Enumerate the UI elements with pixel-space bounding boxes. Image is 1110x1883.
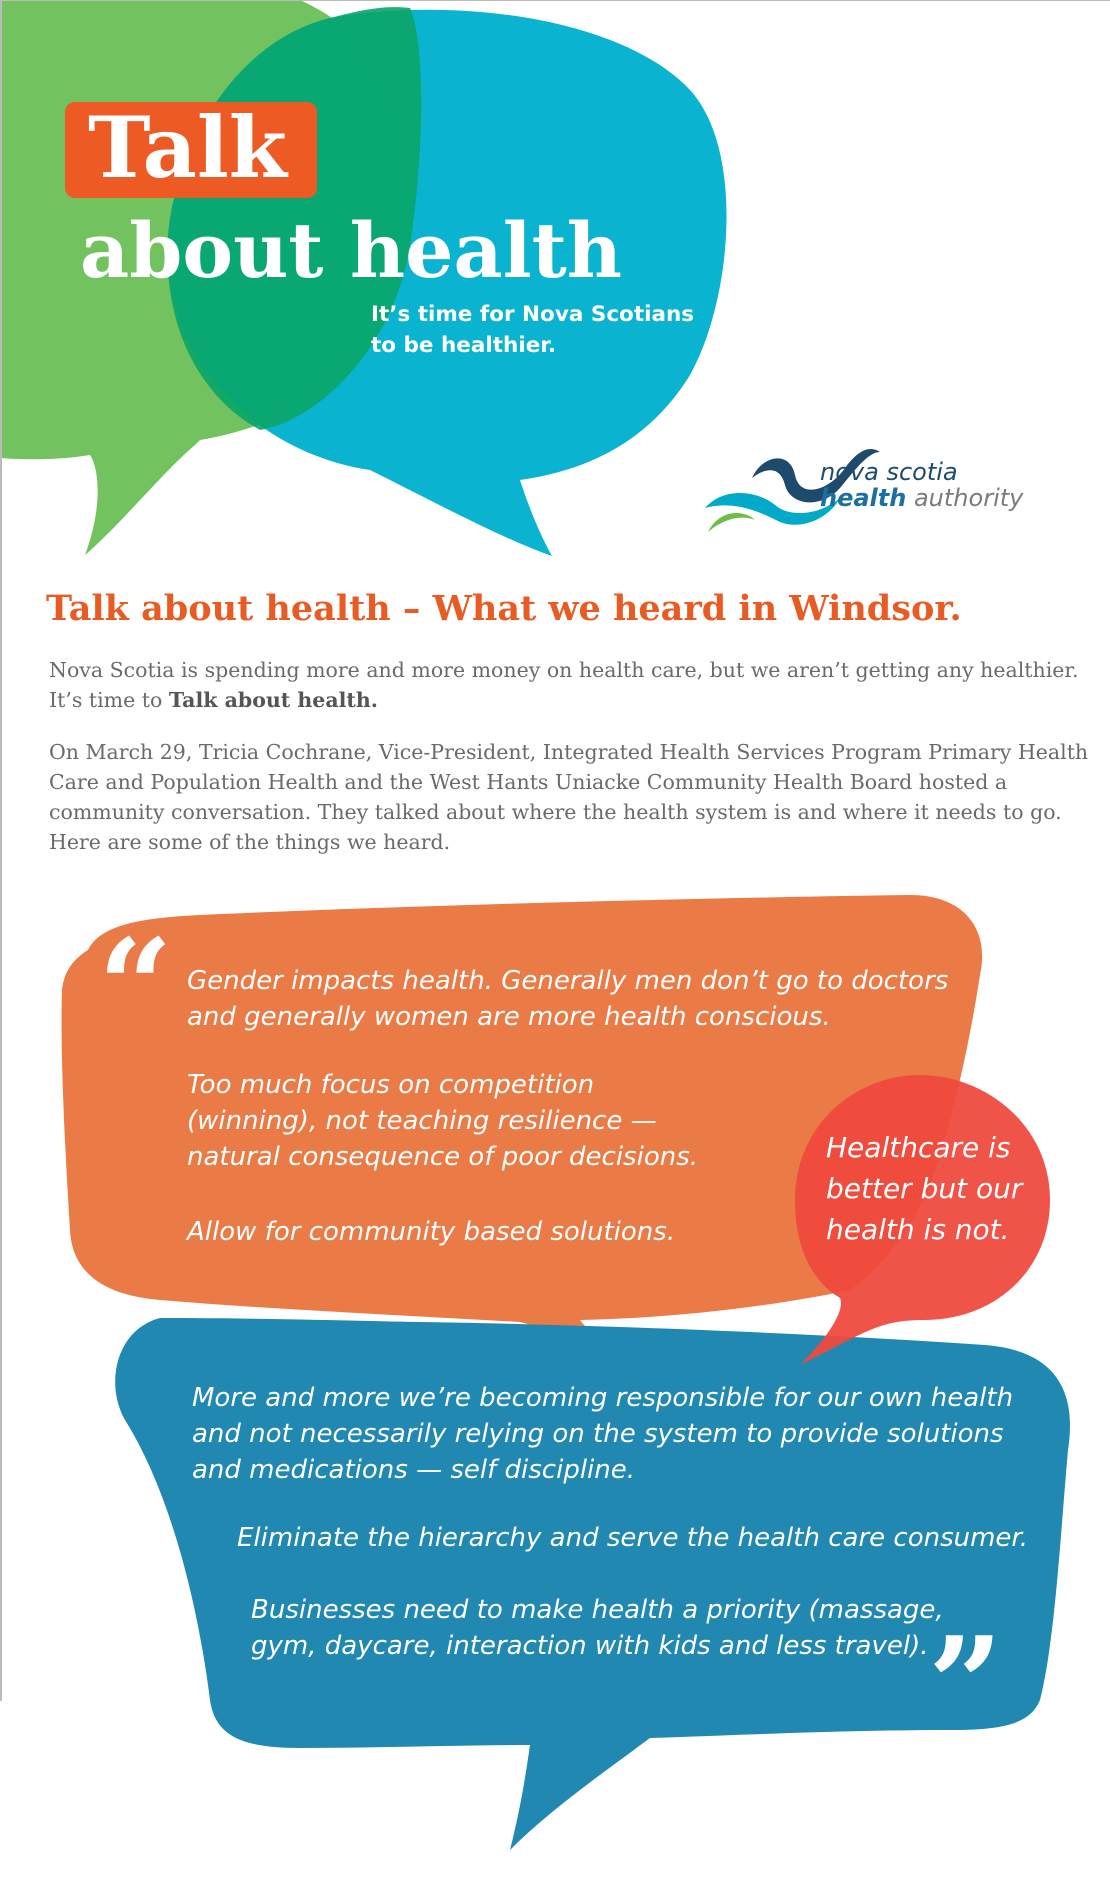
red-line: better but our (826, 1172, 1023, 1205)
blue-line: More and more we’re becoming responsible for our own health (192, 1383, 1014, 1413)
page-heading: Talk about health – What we heard in Windsor. (46, 588, 962, 629)
intro-p1-bold: Talk about health. (168, 688, 378, 712)
orange-line: Too much focus on competition (187, 1070, 595, 1100)
logo-health: health (820, 483, 907, 512)
close-quote-mark: ” (928, 1608, 1003, 1761)
orange-line: Gender impacts health. Generally men don’t go to doctors (187, 966, 949, 996)
blue-line: gym, daycare, interaction with kids and less travel). (251, 1631, 929, 1661)
logo-authority: authority (906, 483, 1024, 512)
intro-paragraph-1 (49, 655, 1099, 715)
tagline-line-1: It’s time for Nova Scotians (371, 302, 695, 327)
intro-p1-text: Nova Scotia is spending more and more money on health care, but we aren’t getting any healthier. It’s time to (49, 658, 1079, 712)
title-talk: Talk (88, 98, 288, 197)
blue-quote-2: Eliminate the hierarchy and serve the health care consumer. (237, 1523, 1028, 1553)
blue-line: and medications — self discipline. (192, 1455, 636, 1485)
orange-line: and generally women are more health conscious. (187, 1002, 831, 1032)
blue-line: Businesses need to make health a priority (massage, (251, 1595, 944, 1625)
orange-line: (winning), not teaching resilience — (187, 1106, 657, 1136)
orange-quote-3: Allow for community based solutions. (187, 1217, 676, 1247)
blue-quote-1 (192, 1380, 1013, 1488)
red-quote (826, 1127, 1022, 1250)
open-quote-mark: “ (98, 910, 173, 1063)
tagline-line-2: to be healthier. (371, 332, 556, 358)
intro-paragraph-2: On March 29, Tricia Cochrane, Vice-President, Integrated Health Services Program Primary Health Care and Population Health and the West Hants Uniacke Community Health Board hosted a community conversation. They talked about where the health system is and where it needs to go. Here are some of the things we heard. (49, 740, 1089, 854)
tagline (371, 300, 694, 361)
orange-quote-1 (187, 963, 948, 1035)
red-line: Healthcare is (826, 1131, 1011, 1164)
logo-line-2 (820, 483, 1024, 512)
blue-quote-3 (251, 1592, 944, 1664)
blue-line: and not necessarily relying on the system to provide solutions (192, 1419, 1004, 1449)
nsha-logo-text (820, 460, 1023, 512)
orange-line: natural consequence of poor decisions. (187, 1142, 699, 1172)
logo-line-1: nova scotia (820, 458, 958, 486)
orange-quote-2 (187, 1067, 698, 1175)
red-line: health is not. (826, 1213, 1010, 1246)
title-about-health: about health (80, 206, 622, 295)
